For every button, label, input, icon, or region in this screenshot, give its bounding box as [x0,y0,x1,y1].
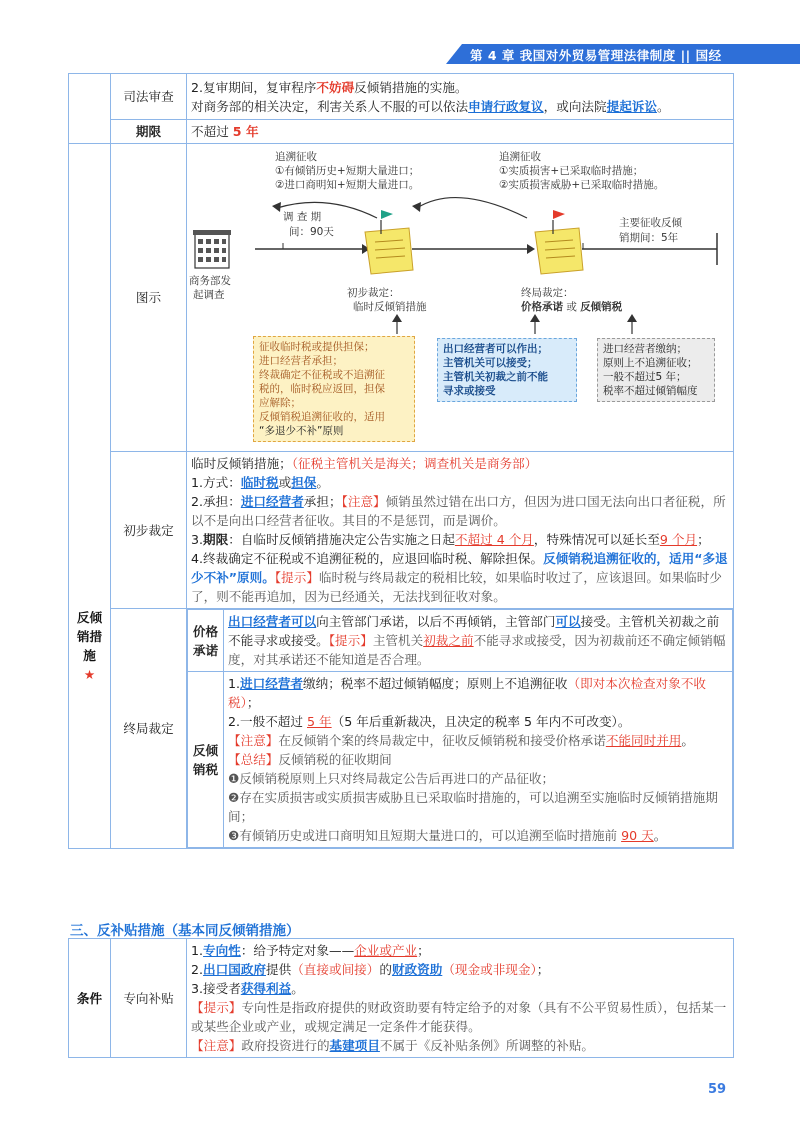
category-anti-dumping [69,144,111,849]
collection-period-1: 主要征收反倾 [619,216,682,229]
text: 【提示】 [191,1000,242,1015]
box-line: 主管机关初裁之前不能 [443,370,548,383]
chapter-title: 第 4 章 我国对外贸易管理法律制度 || 国经 [470,48,722,63]
text: 【提示】 [328,633,373,648]
left-retro-2: ②进口商明知+短期大量进口。 [275,178,420,191]
text: 可以 [555,614,581,629]
text: 缴纳；税率不超过倾销幅度；原则上不追溯征收 [303,676,568,691]
investigation-period-1: 调 查 期 [283,210,322,223]
figure-cell [187,144,734,452]
text: 不超过 4 个月 [454,532,534,547]
collection-period-2: 销期间：5年 [619,231,679,244]
text: 反倾销税追溯征收的，适用“多退少不补”原则。 [191,551,728,585]
section-title-countervailing: 三、反补贴措施（基本同反倾销措施） [70,923,300,939]
box-line: 税率不超过倾销幅度 [603,384,698,397]
text: 临时税与终局裁定的税相比较，如果临时收过了，应该退回。如果临时少了，则不能再追加，因为已经通关，无法找到征收对象。 [191,570,722,604]
text: 专向性 [203,943,241,958]
text: 初裁之前 [423,633,474,648]
building-roof [193,230,231,235]
text: 【注意】 [228,733,279,748]
arrowhead-up [392,314,402,322]
text: 获得利益 [240,981,292,996]
right-retro-2: ②实质损害威胁+已采取临时措施。 [499,178,665,191]
arrowhead-up [530,314,540,322]
row-price-undertaking [188,610,733,672]
label-preliminary: 初步裁定 [111,452,187,609]
text: 临时税 [240,475,279,490]
countervailing-table [68,938,734,1058]
text: 。 [316,475,329,490]
text: 申请行政复议 [468,98,544,114]
left-retro-1: ①有倾销历史+短期大量进口； [275,164,420,177]
label-term: 期限 [111,120,187,144]
box-line: 进口经营者承担； [259,354,343,367]
right-retro-title: 追溯征收 [499,150,541,163]
category-label: 反倾销措施 [76,610,103,663]
label-figure: 图示 [111,144,187,452]
content-preliminary [187,452,734,609]
star-icon: ★ [83,667,96,682]
box-line: 征收临时税或提供担保； [259,340,375,353]
text: ❶反倾销税原则上只对终局裁定公告后再进口的产品征收； [228,771,555,786]
final-nested-table [187,609,733,848]
box-line: 应解除； [259,396,301,409]
text: ； [246,695,260,710]
text: 担保 [291,475,317,490]
yellow-note-box [253,336,415,442]
content-term [187,120,734,144]
text: 90 天 [621,828,654,843]
arc-right [417,197,527,217]
arrowhead-up [627,314,637,322]
box-line: 出口经营者可以作出； [443,342,548,355]
box-line: 终裁确定不征税或不追溯征 [259,368,385,381]
row-term [69,120,734,144]
arrowhead-right [412,202,421,212]
content-price-undertaking [224,610,733,672]
prelim-ruling-2: 临时反倾销措施 [353,300,427,313]
text: 不妨碍 [316,79,355,95]
text: 提起诉讼 [606,98,657,114]
box-line: “多退少不补”原则 [259,424,344,437]
text: 出口经营者可以 [228,614,317,629]
text: 反倾销措施的实施。 [354,79,468,95]
row-anti-dumping-duty [188,672,733,848]
text: 5 年 [307,714,332,729]
text: （直接或间接） [291,962,380,977]
text: 不属于《反补贴条例》所调整的补贴。 [379,1038,594,1053]
text: 2.复审期间，复审程序 [191,79,317,95]
text: 进口经营者 [240,676,303,691]
text: ； [697,532,710,547]
label-anti-dumping-duty: 反倾销税 [188,672,224,848]
text: ❷存在实质损害或实质损害威胁且已采取临时措施的，可以追溯至实施临时反倾销措施期间； [228,790,718,824]
box-line: 主管机关可以接受； [443,356,538,369]
right-retro-1: ①实质损害+已采取临时措施； [499,164,644,177]
text: 【注意】 [191,1038,242,1053]
text: （征税主管机关是海关；调查机关是商务部） [291,456,538,471]
text: 财政资助 [391,962,443,977]
text: 。 [681,733,694,748]
text: 倾销虽然过错在出口方，但因为进口国无法向出口者征税，所以不是向出口经营者征收。其目的不是惩罚，而是调价。 [191,494,726,528]
row-judicial-review [69,74,734,120]
cat-empty-top [69,74,111,144]
text: 3. [191,532,204,547]
label-condition: 条件 [69,939,111,1058]
text: 。 [291,981,304,996]
text: 【注意】 [341,494,386,509]
text: 【提示】 [274,570,319,585]
text: 反倾销税的征收期间 [278,752,392,767]
mofcom-label-2: 起调查 [193,288,225,301]
text: ； [536,962,550,977]
text: 对商务部的相关决定，利害关系人不服的可以依法 [191,98,469,114]
text: （即对本次检查对象不收税） [228,676,706,710]
text: ：自临时反倾销措施决定公告实施之日起 [228,532,455,547]
sticky-note-final-icon [535,210,583,274]
text: 基建项目 [329,1038,380,1053]
text: 反倾销税 [580,300,623,313]
text: ：给予特定对象—— [240,943,355,958]
page-number: 59 [708,1082,727,1097]
text: ❸有倾销历史或进口商明知且短期大量进口的，可以追溯至临时措施前 [228,828,622,843]
box-line: 一般不超过5 年； [603,370,687,383]
text: 向主管部门承诺，以后不再倾销，主管部门 [316,614,556,629]
text: 价格承诺 [521,300,563,313]
anti-dumping-diagram [187,148,729,448]
gray-note-box [597,338,715,402]
row-specific-subsidy [69,939,734,1058]
box-line: 原则上不追溯征收； [603,356,698,369]
text: 期限 [203,532,229,547]
text: 5 年 [232,124,259,139]
text: 1.方式： [191,475,241,490]
text: 主管机关 [372,633,424,648]
row-figure [69,144,734,452]
text: 不能寻求或接受，因为初裁前还不确定倾销幅度，对其承诺还不能知道是否合理。 [228,633,726,667]
text: ，特殊情况可以延长至 [533,532,660,547]
content-specific-subsidy [187,939,734,1058]
text: 1. [228,676,241,691]
blue-note-box [437,338,577,402]
arrowhead-left [272,202,281,212]
box-line: 寻求或接受 [443,384,496,397]
text: 。 [653,828,667,843]
investigation-period-2: 间：90天 [289,225,334,238]
text: 或 [278,475,292,490]
row-final [69,609,734,849]
content-final [187,609,734,849]
mofcom-label-1: 商务部发 [189,274,231,287]
chapter-header [462,0,800,64]
text: 承担； [303,494,342,509]
final-ruling-1: 终局裁定： [521,286,574,299]
text: 企业或产业 [354,943,418,958]
row-preliminary [69,452,734,609]
text: 【总结】 [228,752,279,767]
prelim-ruling-1: 初步裁定： [347,286,400,299]
arrowhead-timeline-2 [527,244,535,254]
header-triangle [446,44,462,64]
left-retro-title: 追溯征收 [275,150,317,163]
box-line: 反倾销税追溯征收的，适用 [259,410,385,423]
text: 不能同时并用 [605,733,682,748]
text: 9 个月 [659,532,698,547]
text: 进口经营者 [240,494,304,509]
box-line: 税的，临时税应返回，担保 [259,382,385,395]
text: 2. [191,962,204,977]
label-judicial-review: 司法审查 [111,74,187,120]
text: 在反倾销个案的终局裁定中，征收反倾销税和接受价格承诺 [278,733,606,748]
anti-dumping-table [68,73,734,849]
label-final: 终局裁定 [111,609,187,849]
label-specific-subsidy: 专向补贴 [111,939,187,1058]
text: 提供 [266,962,292,977]
text: 临时反倾销措施； [191,456,292,471]
text: 政府投资进行的 [241,1038,330,1053]
text: 不超过 [191,124,233,139]
text: ； [417,943,430,958]
text: 接受。主管机关初裁之前不能寻求或接受。 [228,614,720,648]
final-ruling-2 [521,300,622,314]
text: 出口国政府 [203,962,266,977]
label-price-undertaking: 价格承诺 [188,610,224,672]
text: 2.一般不超过 [228,714,307,729]
text: 3.接受者 [191,981,241,996]
text: 2.承担： [191,494,241,509]
content-judicial-review [187,74,734,120]
sticky-note-prelim-icon [365,210,413,274]
text: ，或向法院 [543,98,607,114]
box-line: 进口经营者缴纳； [603,342,687,355]
text: 4.终裁确定不征税或不追溯征税的，应退回临时税、解除担保。 [191,551,544,566]
text: 。 [656,98,670,114]
text: （5 年后重新裁决，且决定的税率 5 年内不可改变）。 [331,714,631,729]
text: 专向性是指政府提供的财政资助要有特定给予的对象（具有不公平贸易性质），包括某一或某些企业或产业，或规定满足一定条件才能获得。 [191,1000,727,1034]
content-anti-dumping-duty [224,672,733,848]
text: 的 [379,962,392,977]
text: 或 [563,300,581,313]
text: 1. [191,943,204,958]
text: （现金或非现金） [442,962,537,977]
